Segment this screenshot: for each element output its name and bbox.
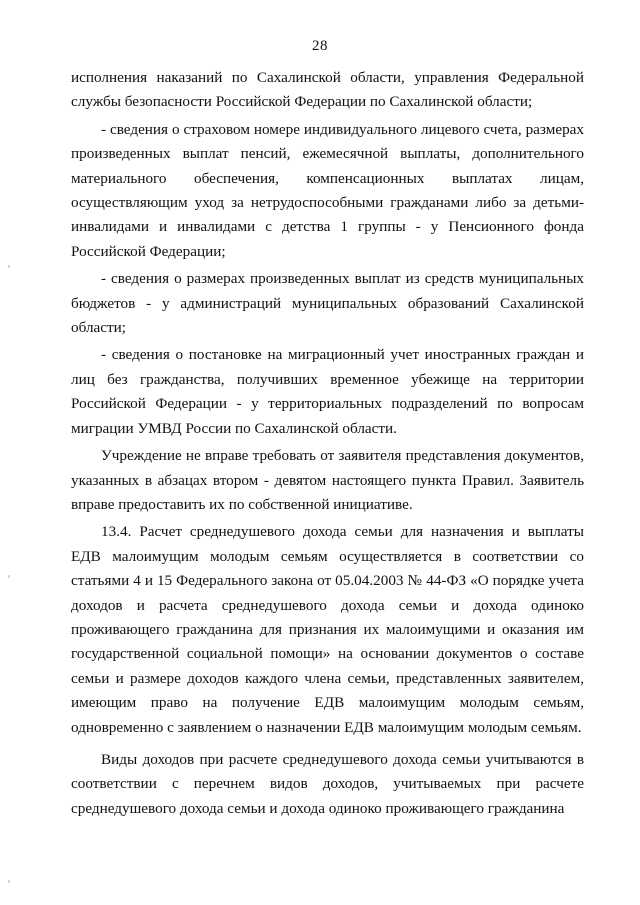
paragraph-continuation: исполнения наказаний по Сахалинской области, управления Федеральной службы безопасности Российской Федерации по Сахалинской области;: [71, 69, 584, 111]
paragraph-institution-rights: Учреждение не вправе требовать от заявителя представления документов, указанных в абзацах втором - девятом настоящего пункта Правил. Заявитель вправе предоставить их по собственной инициативе.: [71, 447, 584, 513]
page-number: 28: [312, 38, 328, 54]
paragraph-pension-fund-info: - сведения о страховом номере индивидуального лицевого счета, размерах произведенных выплат пенсий, ежемесячной выплаты, дополнительного материального обеспечения, компенсационных выплатах лицам, осуществляющим уход за нетрудоспособными гражданами либо за детьми-инвалидами и инвалидами с детства 1 группы - у Пенсионного фонда Российской Федерации;: [71, 120, 584, 260]
paragraph-municipal-payments: - сведения о размерах произведенных выплат из средств муниципальных бюджетов - у администраций муниципальных образований Сахалинской области;: [71, 270, 584, 337]
paragraph-income-types: Виды доходов при расчете среднедушевого дохода семьи учитываются в соответствии с перечнем видов доходов, учитываемых при расчете среднедушевого дохода семьи и дохода одиноко проживающего гражданина: [71, 750, 584, 817]
paragraph-income-calculation: 13.4. Расчет среднедушевого дохода семьи для назначения и выплаты ЕДВ малоимущим молодым семьям осуществляется в соответствии со статьями 4 и 15 Федерального закона от 05.04.2003 № 44-ФЗ «О порядке учета доходов и расчета среднедушевого дохода семьи и дохода одиноко проживающего гражданина для признания их малоимущими и оказания им государственной социальной помощи» на основании документов о составе семьи и размере доходов каждого члена семьи, представленных заявителем, имеющим право на получение ЕДВ малоимущим молодым семьям, одновременно с заявлением о назначении ЕДВ малоимущим молодым семьям.: [71, 523, 584, 736]
scan-artifact: [8, 575, 10, 578]
document-body: [71, 66, 584, 824]
scan-artifact: [8, 265, 10, 268]
scan-artifact: [8, 880, 10, 883]
paragraph-migration-registration: - сведения о постановке на миграционный учет иностранных граждан и лиц без гражданства, получивших временное убежище на территории Российской Федерации - у территориальных подразделений по вопросам миграции УМВД России по Сахалинской области.: [71, 346, 584, 437]
